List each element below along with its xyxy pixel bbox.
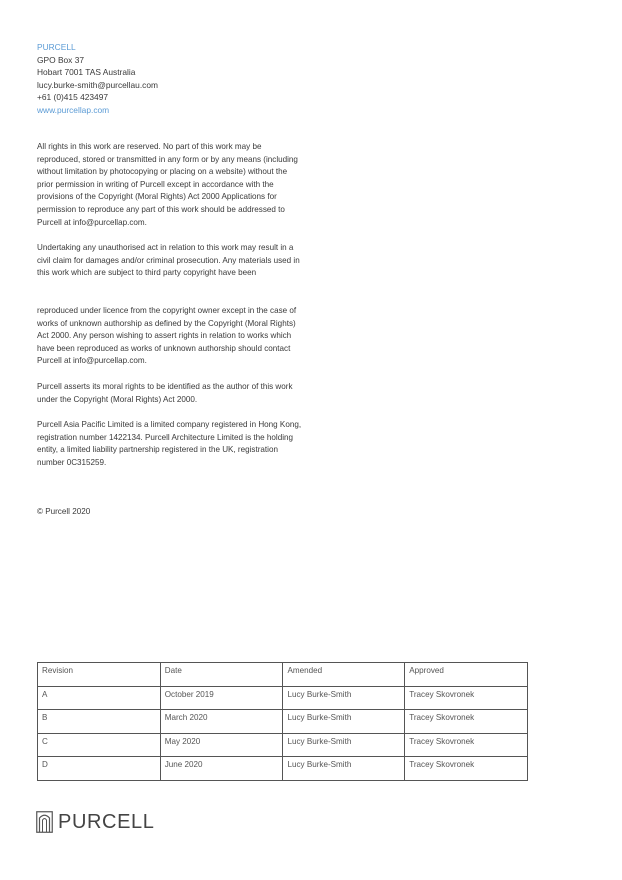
cell-approved: Tracey Skovronek [405,733,528,757]
legal-paragraph-rights: All rights in this work are reserved. No part of this work may be reproduced, stored or transmitted in any form or by any means (including without limitation by photocopying or placing on a website) without the prior permission in writing of Purcell except in accordance with the provisions of the Copyright (Moral Rights) Act 2000 Applications for permission to reproduce any part of this work should be addressed to Purcell at info@purcellap.com. [37,142,298,227]
cell-revision: B [38,710,161,734]
cell-amended: Lucy Burke-Smith [283,733,405,757]
legal-notice [37,141,305,482]
header-date: Date [160,663,283,687]
cell-approved: Tracey Skovronek [405,710,528,734]
purcell-logo [36,811,154,833]
contact-phone: +61 (0)415 423497 [37,92,109,103]
table-header-row [38,663,528,687]
cell-date: March 2020 [160,710,283,734]
cell-date: May 2020 [160,733,283,757]
cell-approved: Tracey Skovronek [405,757,528,781]
header-approved: Approved [405,663,528,687]
header-revision: Revision [38,663,161,687]
cell-date: June 2020 [160,757,283,781]
address-line-2: Hobart 7001 TAS Australia [37,67,136,78]
cell-date: October 2019 [160,686,283,710]
cell-approved: Tracey Skovronek [405,686,528,710]
contact-email[interactable]: lucy.burke-smith@purcellau.com [37,79,158,90]
legal-paragraph-unauthorised: Undertaking any unauthorised act in relation to this work may result in a civil claim for damages and/or criminal prosecution. Any materials used in this work which are subject to third party copyright have been [37,243,300,278]
cell-revision: D [38,757,161,781]
table-row [38,686,528,710]
cell-amended: Lucy Burke-Smith [283,710,405,734]
table-row [38,757,528,781]
legal-paragraph-moral-rights: Purcell asserts its moral rights to be identified as the author of this work under the Copyright (Moral Rights) Act 2000. [37,381,293,404]
revision-table [37,662,528,781]
website-link[interactable]: www.purcellap.com [37,104,110,115]
cell-revision: C [38,733,161,757]
cell-amended: Lucy Burke-Smith [283,757,405,781]
company-name: PURCELL [37,42,76,52]
table-row [38,733,528,757]
legal-paragraph-licence: reproduced under licence from the copyright owner except in the case of works of unknown authorship as defined by the Copyright (Moral Rights) Act 2000. Any person wishing to assert rights in relation to works which have been reproduced as works of unknown authorship should contact Purcell at info@purcellap.com. [37,305,297,366]
purcell-arch-icon [36,811,53,833]
address-line-1: GPO Box 37 [37,54,85,65]
cell-revision: A [38,686,161,710]
legal-paragraph-registration: Purcell Asia Pacific Limited is a limited company registered in Hong Kong, registration number 1422134. Purcell Architecture Limited is the holding entity, a limited liability partnership registered in the UK, registration number 0C315259. [37,420,302,467]
cell-amended: Lucy Burke-Smith [283,686,405,710]
table-row [38,710,528,734]
header-amended: Amended [283,663,405,687]
contact-block [37,41,158,117]
logo-wordmark: PURCELL [58,811,155,833]
copyright-notice: © Purcell 2020 [37,507,91,516]
